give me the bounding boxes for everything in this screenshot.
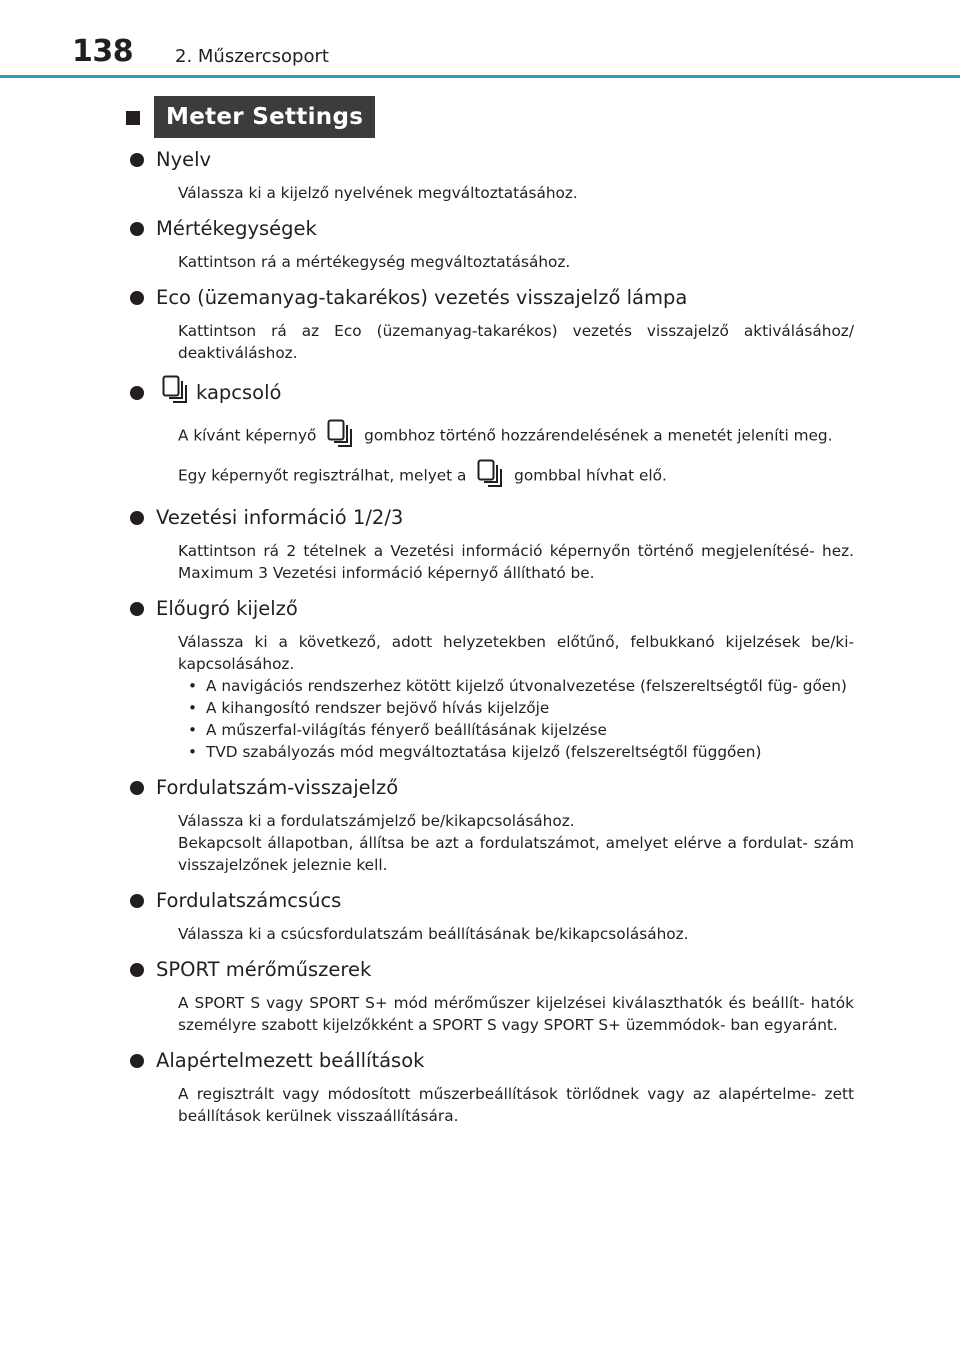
desc-text: gombhoz történő hozzárendelésének a menetét jeleníti meg. — [364, 426, 833, 445]
item-heading-text: Fordulatszámcsúcs — [156, 889, 342, 912]
item-description — [178, 320, 854, 364]
list-item — [124, 595, 854, 763]
list-item — [124, 146, 854, 204]
bullet-icon — [130, 222, 144, 236]
item-heading — [124, 504, 854, 532]
sub-list-item: • A navigációs rendszerhez kötött kijelző útvonalvezetése (felszereltségtől füg- gően) — [188, 675, 854, 697]
item-description-text: Válassza ki a fordulatszámjelző be/kikapcsolásához. — [178, 812, 575, 830]
list-item — [124, 375, 854, 493]
item-description — [178, 631, 854, 763]
item-description-text: A SPORT S vagy SPORT S+ mód mérőműszer kijelzései kiválaszthatók és beállít- hatók személyre szabott kijelzőkként a SPORT S vagy SPORT S+ üzemmódok- ban egyaránt. — [178, 994, 854, 1034]
sub-list-item: • A műszerfal-világítás fényerő beállításának kijelzése — [188, 719, 854, 741]
header-divider — [0, 75, 960, 78]
item-description-text: A regisztrált vagy módosított műszerbeállítások törlődnek vagy az alapértelme- zett beállítások kerülnek visszaállítására. — [178, 1085, 854, 1125]
item-description — [178, 923, 854, 945]
item-description-text: Kattintson rá a mértékegység megváltoztatásához. — [178, 253, 571, 271]
item-description — [178, 182, 854, 204]
list-item — [124, 774, 854, 876]
item-heading — [124, 284, 854, 312]
desc-text: A kívánt képernyő — [178, 426, 317, 445]
item-description — [178, 540, 854, 584]
list-item — [124, 284, 854, 364]
list-item — [124, 504, 854, 584]
sub-list-item: • A kihangosító rendszer bejövő hívás kijelzője — [188, 697, 854, 719]
section-title-row — [124, 96, 854, 138]
bullet-icon — [130, 386, 144, 400]
item-description — [178, 251, 854, 273]
item-heading — [124, 887, 854, 915]
sub-list — [178, 675, 854, 763]
section-title: Meter Settings — [154, 96, 375, 138]
screen-stack-icon — [162, 375, 188, 411]
page-header — [0, 0, 960, 80]
item-heading — [124, 956, 854, 984]
list-item — [124, 956, 854, 1036]
item-heading — [124, 146, 854, 174]
item-description-text: Bekapcsolt állapotban, állítsa be azt a fordulatszámot, amelyet elérve a fordulat- szám visszajelzőnek jeleznie kell. — [178, 834, 854, 874]
list-item — [124, 215, 854, 273]
bullet-icon — [130, 153, 144, 167]
desc-text: Egy képernyőt regisztrálhat, melyet a — [178, 466, 467, 485]
item-heading — [124, 375, 854, 411]
item-description — [178, 810, 854, 876]
bullet-icon — [130, 963, 144, 977]
list-item — [124, 1047, 854, 1127]
item-description-text — [178, 459, 854, 493]
bullet-icon — [130, 781, 144, 795]
item-heading-text: Előugró kijelző — [156, 597, 298, 620]
item-heading-text: Mértékegységek — [156, 217, 317, 240]
list-item — [124, 887, 854, 945]
bullet-icon — [130, 894, 144, 908]
item-heading-text: Alapértelmezett beállítások — [156, 1049, 425, 1072]
item-description-text: Kattintson rá az Eco (üzemanyag-takarékos) vezetés visszajelző aktiválásához/ deaktiváláshoz. — [178, 322, 854, 362]
item-heading-text: kapcsoló — [196, 381, 282, 404]
sub-list-item: • TVD szabályozás mód megváltoztatása kijelző (felszereltségtől függően) — [188, 741, 854, 763]
item-description — [178, 419, 854, 493]
item-heading-text: SPORT mérőműszerek — [156, 958, 372, 981]
item-heading — [124, 1047, 854, 1075]
item-description-text: Kattintson rá 2 tételnek a Vezetési információ képernyőn történő megjelenítésé- hez. Maximum 3 Vezetési információ képernyő állítható be. — [178, 542, 854, 582]
chapter-title: 2. Műszercsoport — [175, 46, 329, 67]
item-heading — [124, 595, 854, 623]
bullet-icon — [130, 291, 144, 305]
item-description-text — [178, 419, 854, 453]
screen-stack-icon — [477, 459, 503, 493]
item-heading-text: Eco (üzemanyag-takarékos) vezetés visszajelző lámpa — [156, 286, 688, 309]
item-description-text: Válassza ki a következő, adott helyzetekben előtűnő, felbukkanó kijelzések be/ki- kapcsolásához. — [178, 633, 854, 673]
page-number: 138 — [72, 34, 134, 69]
bullet-icon — [130, 511, 144, 525]
item-description — [178, 992, 854, 1036]
item-description — [178, 1083, 854, 1127]
bullet-icon — [130, 602, 144, 616]
item-description-text: Válassza ki a kijelző nyelvének megváltoztatásához. — [178, 184, 578, 202]
section-marker-icon — [126, 111, 140, 125]
screen-stack-icon — [327, 419, 353, 453]
item-heading-text: Vezetési információ 1/2/3 — [156, 506, 404, 529]
item-heading — [124, 774, 854, 802]
desc-text: gombbal hívhat elő. — [514, 466, 667, 485]
item-description-text: Válassza ki a csúcsfordulatszám beállításának be/kikapcsolásához. — [178, 925, 689, 943]
item-heading — [124, 215, 854, 243]
bullet-icon — [130, 1054, 144, 1068]
item-heading-text: Fordulatszám-visszajelző — [156, 776, 399, 799]
page-content — [124, 96, 854, 1138]
item-heading-text: Nyelv — [156, 148, 212, 171]
